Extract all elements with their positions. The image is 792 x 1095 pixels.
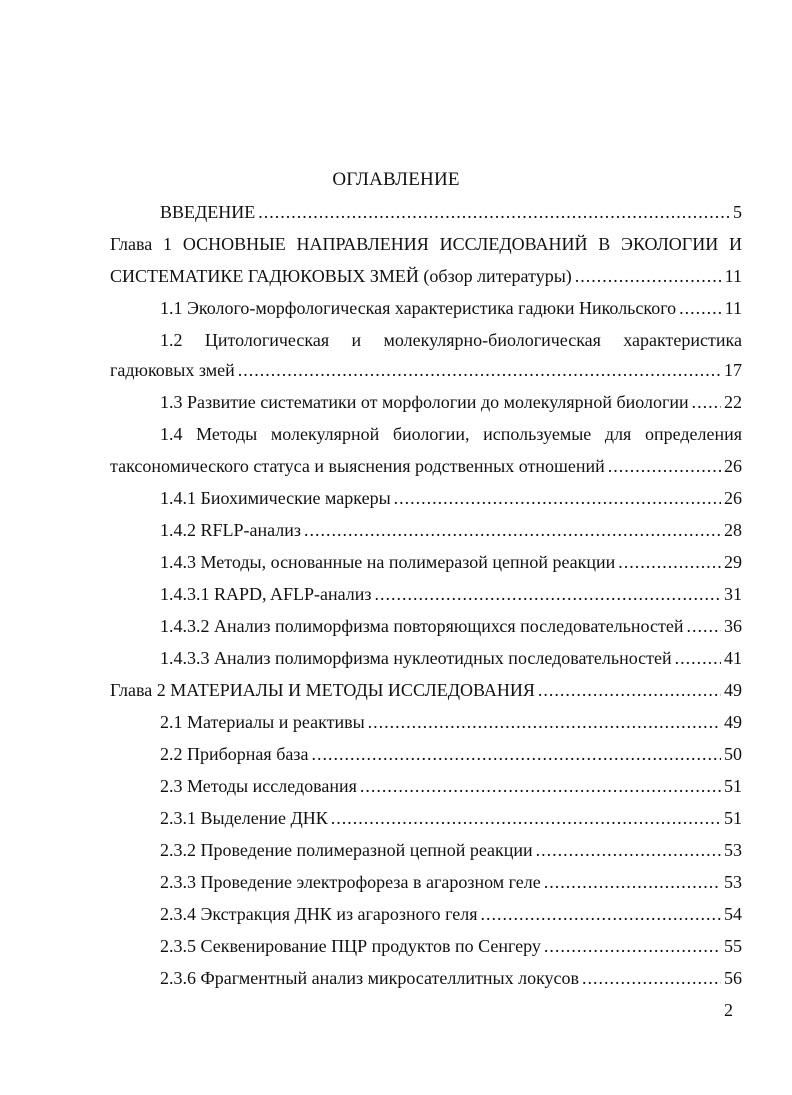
dot-leader bbox=[582, 967, 721, 989]
toc-entry-1-4-2[interactable] bbox=[160, 519, 742, 541]
dot-leader bbox=[544, 871, 721, 893]
toc-entry-1-4-3-2[interactable] bbox=[160, 615, 742, 637]
toc-entry-2-3-5[interactable] bbox=[160, 935, 742, 957]
toc-entry-1-2-line-2[interactable] bbox=[110, 359, 742, 381]
toc-entry-page: 11 bbox=[724, 266, 742, 286]
toc-entry-chapter-2[interactable] bbox=[110, 679, 742, 701]
dot-leader bbox=[686, 615, 721, 637]
toc-entry-chapter-1-line-1[interactable] bbox=[110, 233, 742, 255]
toc-entry-1-4-line-1[interactable] bbox=[160, 423, 742, 445]
toc-entry-1-4-3[interactable] bbox=[160, 551, 742, 573]
toc-entry-text: гадюковых змей bbox=[110, 360, 235, 380]
toc-entry-text: 1.4.1 Биохимические маркеры bbox=[160, 488, 391, 508]
toc-entry-2-3-1[interactable] bbox=[160, 807, 742, 829]
toc-entry-page: 36 bbox=[724, 616, 742, 636]
dot-leader bbox=[304, 519, 721, 541]
toc-entry-text: 1.1 Эколого-морфологическая характеристика гадюки Никольского bbox=[160, 298, 677, 318]
toc-entry-text: Глава 1 ОСНОВНЫЕ НАПРАВЛЕНИЯ ИССЛЕДОВАНИЙ В ЭКОЛОГИИ И bbox=[110, 234, 742, 254]
toc-entry-page: 49 bbox=[724, 712, 742, 732]
toc-entry-page: 49 bbox=[724, 680, 742, 700]
dot-leader bbox=[331, 807, 721, 829]
dot-leader bbox=[575, 265, 722, 287]
dot-leader bbox=[238, 359, 721, 381]
toc-entry-2-3-6[interactable] bbox=[160, 967, 742, 989]
dot-leader bbox=[360, 775, 721, 797]
toc-entry-page: 5 bbox=[733, 202, 742, 222]
dot-leader bbox=[675, 647, 721, 669]
toc-entry-2-2[interactable] bbox=[160, 743, 742, 765]
toc-entry-chapter-1-line-2[interactable] bbox=[110, 265, 742, 287]
page-title: ОГЛАВЛЕНИЕ bbox=[332, 169, 460, 190]
dot-leader bbox=[375, 583, 721, 605]
toc-entry-text: 1.4.2 RFLP-анализ bbox=[160, 520, 302, 540]
toc-entry-page: 53 bbox=[724, 872, 742, 892]
dot-leader bbox=[544, 935, 721, 957]
toc-entry-text: 2.3.3 Проведение электрофореза в агарозном геле bbox=[160, 872, 541, 892]
toc-entry-1-4-3-1[interactable] bbox=[160, 583, 742, 605]
toc-entry-2-3-3[interactable] bbox=[160, 871, 742, 893]
toc-entry-page: 51 bbox=[724, 808, 742, 828]
toc-entry-1-4-3-3[interactable] bbox=[160, 647, 742, 669]
dot-leader bbox=[679, 297, 722, 319]
dot-leader bbox=[394, 487, 721, 509]
dot-leader bbox=[608, 455, 721, 477]
toc-entry-page: 26 bbox=[724, 488, 742, 508]
toc-entry-text: 1.4.3.1 RAPD, AFLP-анализ bbox=[160, 584, 372, 604]
toc-entry-page: 22 bbox=[724, 392, 742, 412]
toc-entry-text: Глава 2 МАТЕРИАЛЫ И МЕТОДЫ ИССЛЕДОВАНИЯ bbox=[110, 680, 535, 700]
toc-entry-page: 29 bbox=[724, 552, 742, 572]
toc-entry-page: 28 bbox=[724, 520, 742, 540]
toc-entry-page: 31 bbox=[724, 584, 742, 604]
toc-entry-text: ВВЕДЕНИЕ bbox=[160, 202, 256, 222]
toc-entry-text: 1.4.3.2 Анализ полиморфизма повторяющихся последовательностей bbox=[160, 616, 684, 636]
toc-entry-page: 54 bbox=[724, 904, 742, 924]
toc-entry-text: 1.4 Методы молекулярной биологии, используемые для определения bbox=[160, 424, 742, 444]
toc-entry-text: СИСТЕМАТИКЕ ГАДЮКОВЫХ ЗМЕЙ (обзор литературы) bbox=[110, 266, 572, 286]
toc-entry-1-4-1[interactable] bbox=[160, 487, 742, 509]
toc-entry-text: 2.3.4 Экстракция ДНК из агарозного геля bbox=[160, 904, 478, 924]
toc-entry-1-4-line-2[interactable] bbox=[110, 455, 742, 477]
toc-entry-page: 11 bbox=[724, 298, 742, 318]
toc-entry-page: 55 bbox=[724, 936, 742, 956]
toc-entry-2-3[interactable] bbox=[160, 775, 742, 797]
dot-leader bbox=[258, 201, 730, 223]
toc-entry-page: 56 bbox=[724, 968, 742, 988]
toc-entry-text: 2.3.6 Фрагментный анализ микросателлитных локусов bbox=[160, 968, 580, 988]
toc-entry-text: 2.3.2 Проведение полимеразной цепной реакции bbox=[160, 840, 533, 860]
toc-entry-page: 50 bbox=[724, 744, 742, 764]
toc-entry-introduction[interactable] bbox=[160, 201, 742, 223]
toc-entry-text: 1.2 Цитологическая и молекулярно-биологическая характеристика bbox=[160, 330, 742, 350]
dot-leader bbox=[536, 839, 721, 861]
toc-entry-text: 1.4.3 Методы, основанные на полимеразой цепной реакции bbox=[160, 552, 616, 572]
dot-leader bbox=[618, 551, 721, 573]
toc-entry-page: 53 bbox=[724, 840, 742, 860]
toc-entry-text: 2.3.1 Выделение ДНК bbox=[160, 808, 328, 828]
toc-entry-text: таксономического статуса и выяснения родственных отношений bbox=[110, 456, 605, 476]
toc-entry-2-3-2[interactable] bbox=[160, 839, 742, 861]
toc-entry-text: 2.2 Приборная база bbox=[160, 744, 309, 764]
page-number: 2 bbox=[724, 1000, 733, 1020]
toc-entry-2-1[interactable] bbox=[160, 711, 742, 733]
dot-leader bbox=[311, 743, 721, 765]
dot-leader bbox=[538, 679, 721, 701]
dot-leader bbox=[368, 711, 721, 733]
dot-leader bbox=[481, 903, 722, 925]
toc-entry-text: 1.4.3.3 Анализ полиморфизма нуклеотидных последовательностей bbox=[160, 648, 672, 668]
toc-entry-text: 2.1 Материалы и реактивы bbox=[160, 712, 365, 732]
toc-entry-page: 41 bbox=[724, 648, 742, 668]
toc-entry-1-1[interactable] bbox=[160, 297, 742, 319]
toc-entry-2-3-4[interactable] bbox=[160, 903, 742, 925]
toc-entry-page: 17 bbox=[724, 360, 742, 380]
toc-entry-text: 2.3.5 Секвенирование ПЦР продуктов по Сенгеру bbox=[160, 936, 541, 956]
toc-entry-page: 26 bbox=[724, 456, 742, 476]
toc-entry-1-2-line-1[interactable] bbox=[160, 329, 742, 351]
toc-entry-text: 2.3 Методы исследования bbox=[160, 776, 357, 796]
toc-entry-text: 1.3 Развитие систематики от морфологии до молекулярной биологии bbox=[160, 392, 689, 412]
toc-entry-1-3[interactable] bbox=[160, 391, 742, 413]
dot-leader bbox=[692, 391, 721, 413]
toc-entry-page: 51 bbox=[724, 776, 742, 796]
